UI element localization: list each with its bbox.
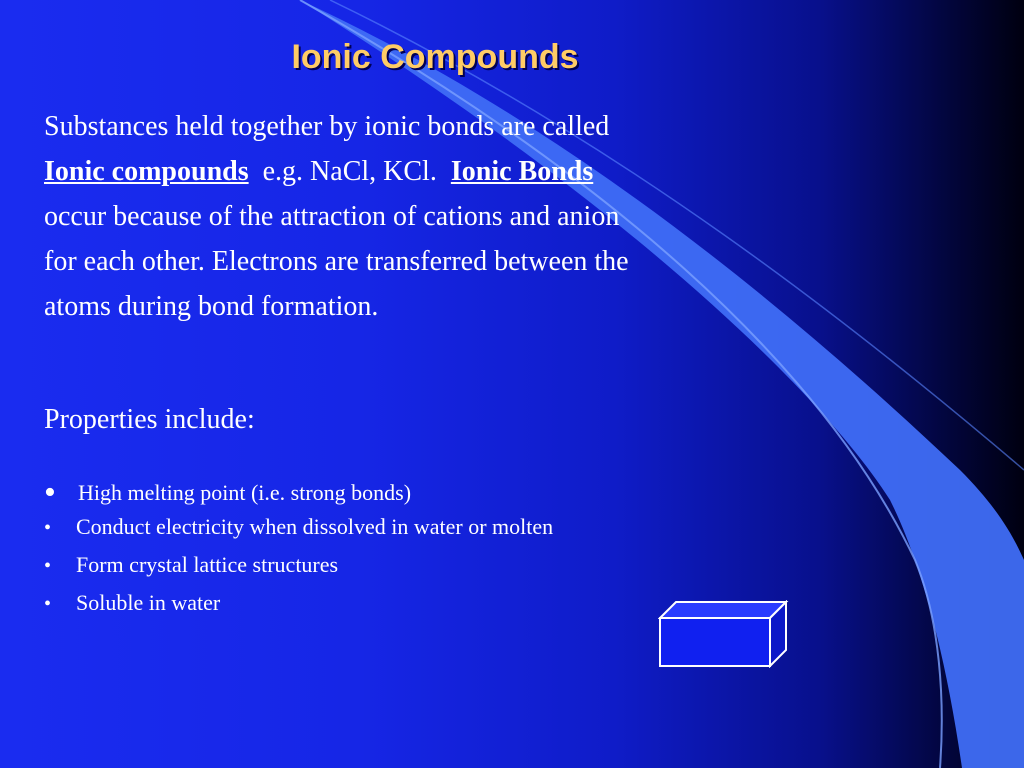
paragraph-line-2 xyxy=(44,149,804,194)
list-item xyxy=(44,474,553,514)
paragraph-line-5: atoms during bond formation. xyxy=(44,291,379,322)
intro-paragraph xyxy=(44,104,804,329)
bullet-icon: • xyxy=(44,474,56,511)
bullet-icon: • xyxy=(44,555,52,577)
bullet-icon: • xyxy=(44,593,52,615)
list-item xyxy=(44,552,553,590)
bullet-text: Soluble in water xyxy=(76,590,221,615)
list-item xyxy=(44,514,553,552)
rectangular-box-icon xyxy=(658,600,790,668)
bullet-text: High melting point (i.e. strong bonds) xyxy=(78,480,412,505)
paragraph-line-4: for each other. Electrons are transferred between the xyxy=(44,246,629,277)
properties-heading: Properties include: xyxy=(44,404,255,435)
examples-text: e.g. NaCl, KCl. xyxy=(262,156,437,187)
bullet-icon: • xyxy=(44,517,52,539)
paragraph-line-1: Substances held together by ionic bonds are called xyxy=(44,111,610,142)
bullet-text: Conduct electricity when dissolved in water or molten xyxy=(76,514,554,539)
term-ionic-compounds: Ionic compounds xyxy=(44,156,249,187)
properties-list xyxy=(44,474,553,628)
list-item xyxy=(44,590,553,628)
bullet-text: Form crystal lattice structures xyxy=(76,552,339,577)
paragraph-line-3: occur because of the attraction of cations and anion xyxy=(44,201,620,232)
slide-title: Ionic Compounds xyxy=(291,38,579,76)
term-ionic-bonds: Ionic Bonds xyxy=(450,156,594,187)
